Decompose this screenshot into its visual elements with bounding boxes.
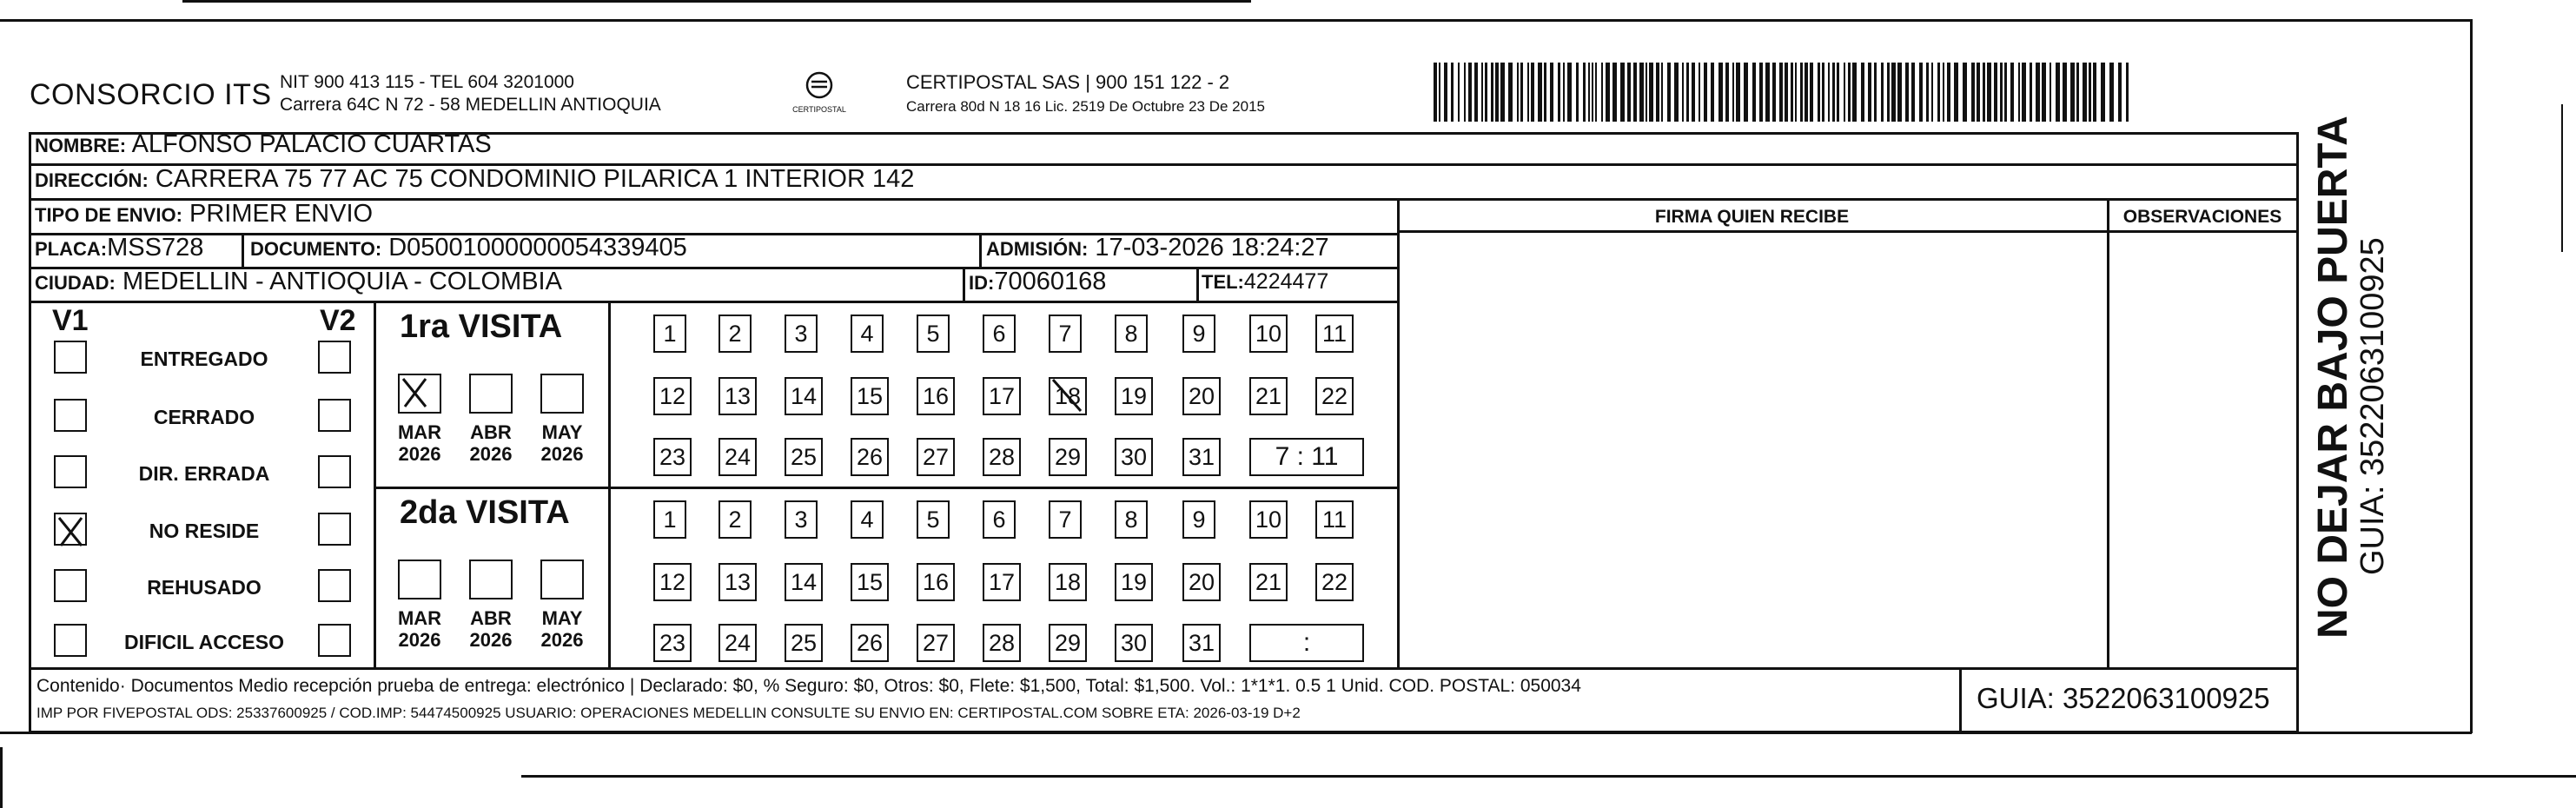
barcode-bar: [1495, 63, 1499, 122]
barcode-bar: [1500, 63, 1505, 122]
status-v1-checkbox[interactable]: [54, 624, 87, 657]
address-row: [35, 165, 914, 194]
barcode-bar: [1785, 63, 1788, 122]
signature-header: FIRMA QUIEN RECIBE: [1654, 207, 1850, 227]
day-box[interactable]: 18: [1049, 377, 1087, 415]
month-checkbox[interactable]: [398, 560, 441, 599]
rule-left: [29, 132, 31, 733]
day-box[interactable]: 31: [1182, 624, 1221, 662]
day-box[interactable]: 2: [718, 315, 752, 353]
day-box[interactable]: 22: [1315, 563, 1354, 601]
month-label: [532, 421, 593, 465]
day-box[interactable]: 25: [785, 624, 823, 662]
side-guide: GUIA: 3522063100925: [2354, 237, 2391, 575]
recipient-name: ALFONSO PALACIO CUARTAS: [131, 130, 492, 158]
barcode-bar: [1627, 63, 1631, 122]
barcode-bar: [1550, 63, 1553, 122]
day-box[interactable]: 6: [983, 500, 1016, 539]
barcode-bar: [1538, 63, 1542, 122]
barcode-bar: [1732, 63, 1734, 122]
day-box[interactable]: 11: [1315, 315, 1354, 353]
day-box[interactable]: 29: [1049, 438, 1087, 476]
name-label: NOMBRE:: [35, 135, 127, 156]
barcode-bar: [1527, 63, 1529, 122]
side-notice: NO DEJAR BAJO PUERTA: [2310, 116, 2356, 639]
barcode-bar: [1567, 63, 1572, 122]
day-box[interactable]: 22: [1315, 377, 1354, 415]
day-box[interactable]: 13: [718, 563, 757, 601]
barcode-bar: [1874, 63, 1877, 122]
barcode-bar: [1606, 63, 1610, 122]
barcode-bar: [2004, 63, 2007, 122]
month-year: 2026: [540, 629, 584, 651]
day-box[interactable]: 28: [983, 624, 1021, 662]
barcode-bar: [1667, 63, 1671, 122]
company-line-2: Carrera 64C N 72 - 58 MEDELLIN ANTIOQUIA: [280, 95, 661, 115]
page-edge-right: [2561, 104, 2563, 252]
barcode-bar: [2089, 63, 2091, 122]
time-box[interactable]: :: [1249, 624, 1364, 662]
admission-value: 17-03-2026 18:24:27: [1095, 234, 1329, 262]
day-box[interactable]: 13: [718, 377, 757, 415]
page-edge-bottom: [521, 775, 2576, 778]
company-line-1: NIT 900 413 115 - TEL 604 3201000: [280, 72, 574, 92]
barcode-bar: [1491, 63, 1493, 122]
day-box[interactable]: 8: [1115, 500, 1148, 539]
barcode-bar: [1558, 63, 1560, 122]
barcode-bar: [1844, 63, 1845, 122]
barcode-bar: [1434, 63, 1437, 122]
barcode-bar: [1601, 63, 1603, 122]
barcode-bar: [1947, 63, 1950, 122]
barcode-bar: [1911, 63, 1915, 122]
barcode-bar: [1612, 63, 1617, 122]
day-box[interactable]: 17: [983, 377, 1021, 415]
outer-border-right: [2470, 19, 2473, 733]
rule-status-visit: [374, 301, 376, 669]
month-year: 2026: [469, 629, 513, 651]
barcode-bar: [1931, 63, 1933, 122]
day-box[interactable]: 18: [1049, 563, 1087, 601]
month-checkbox[interactable]: [540, 374, 584, 414]
barcode-bar: [2076, 63, 2079, 122]
day-box[interactable]: 12: [653, 563, 692, 601]
barcode-bar: [1633, 63, 1637, 122]
month-label: [460, 421, 521, 465]
plate-value: MSS728: [107, 234, 204, 262]
barcode-bar: [2109, 63, 2114, 122]
rule-obs-left: [2107, 198, 2109, 670]
document-label: DOCUMENTO:: [250, 238, 382, 260]
barcode-bar: [1832, 63, 1835, 122]
day-box[interactable]: 14: [785, 377, 823, 415]
day-box[interactable]: 3: [785, 500, 818, 539]
barcode-bar: [1891, 63, 1896, 122]
company-name: CONSORCIO ITS: [30, 78, 272, 111]
document-value: D05001000000054339405: [388, 234, 687, 262]
visit-title: 1ra VISITA: [400, 308, 563, 345]
barcode-bar: [1818, 63, 1820, 122]
month-checkbox[interactable]: [540, 560, 584, 599]
barcode-bar: [1468, 63, 1472, 122]
barcode-bar: [1772, 63, 1776, 122]
barcode-bar: [1943, 63, 1944, 122]
shipping-type-row: [35, 200, 373, 228]
barcode-bar: [1837, 63, 1839, 122]
barcode-bar: [1464, 63, 1466, 122]
day-box[interactable]: 27: [917, 624, 955, 662]
barcode-bar: [2070, 63, 2075, 122]
day-box[interactable]: 5: [917, 315, 950, 353]
barcode-bar: [1563, 63, 1565, 122]
certipostal-logo: [789, 68, 850, 120]
month-name: MAY: [541, 421, 583, 443]
month-label: [532, 607, 593, 651]
day-box[interactable]: 23: [653, 624, 692, 662]
barcode-bar: [1517, 63, 1519, 122]
day-box[interactable]: 19: [1115, 563, 1153, 601]
admission-label: ADMISIÓN:: [986, 238, 1089, 260]
day-box[interactable]: 15: [851, 563, 889, 601]
footer-guide: GUIA: 3522063100925: [1977, 682, 2270, 714]
day-box[interactable]: 1: [653, 315, 686, 353]
status-v1-checkbox[interactable]: [54, 341, 87, 374]
day-box[interactable]: 24: [718, 624, 757, 662]
day-box[interactable]: 5: [917, 500, 950, 539]
day-box[interactable]: 21: [1249, 377, 1288, 415]
barcode-bar: [2022, 63, 2026, 122]
day-box[interactable]: 16: [917, 563, 955, 601]
day-box[interactable]: 7: [1049, 500, 1082, 539]
x-mark-icon: [400, 375, 429, 410]
day-box[interactable]: 7: [1049, 315, 1082, 353]
v2-header: V2: [320, 304, 356, 337]
barcode-bar: [1583, 63, 1586, 122]
day-box[interactable]: 4: [851, 315, 884, 353]
address-label: DIRECCIÓN:: [35, 169, 149, 191]
rule-city: [29, 301, 1397, 303]
barcode-bar: [1544, 63, 1546, 122]
plate-row: [35, 234, 203, 262]
time-box[interactable]: 7 : 11: [1249, 438, 1364, 476]
status-label: CERRADO: [153, 406, 255, 428]
barcode: [1434, 63, 2129, 122]
barcode-bar: [2063, 63, 2067, 122]
barcode-bar: [1711, 63, 1714, 122]
month-year: 2026: [398, 443, 441, 465]
barcode-bar: [2056, 63, 2060, 122]
barcode-bar: [1481, 63, 1483, 122]
rule-sign-left: [1397, 198, 1400, 670]
rule-right: [2296, 132, 2299, 733]
status-v2-checkbox[interactable]: [318, 513, 351, 546]
barcode-bar: [1926, 63, 1929, 122]
day-box[interactable]: 10: [1249, 500, 1288, 539]
day-box[interactable]: 2: [718, 500, 752, 539]
day-box[interactable]: 20: [1182, 377, 1221, 415]
barcode-bar: [2093, 63, 2096, 122]
barcode-bar: [1458, 63, 1460, 122]
barcode-bar: [1897, 63, 1902, 122]
barcode-bar: [1451, 63, 1454, 122]
barcode-bar: [2000, 63, 2003, 122]
day-box[interactable]: 15: [851, 377, 889, 415]
day-box[interactable]: 30: [1115, 624, 1153, 662]
barcode-bar: [1937, 63, 1940, 122]
day-box[interactable]: 27: [917, 438, 955, 476]
barcode-bar: [2050, 63, 2051, 122]
rule-plate-doc: [242, 233, 244, 268]
carrier-line-1: CERTIPOSTAL SAS | 900 151 122 - 2: [906, 71, 1230, 93]
month-label: [460, 607, 521, 651]
page-edge-top: [182, 0, 1251, 3]
barcode-bar: [1718, 63, 1723, 122]
barcode-bar: [1592, 63, 1593, 122]
barcode-bar: [1576, 63, 1579, 122]
barcode-bar: [1686, 63, 1689, 122]
month-name: ABR: [470, 607, 512, 629]
id-row: [969, 268, 1106, 296]
barcode-bar: [1759, 63, 1763, 122]
month-checkbox[interactable]: [469, 560, 513, 599]
barcode-bar: [1983, 63, 1985, 122]
month-year: 2026: [540, 443, 584, 465]
barcode-bar: [1887, 63, 1890, 122]
barcode-bar: [1508, 63, 1513, 122]
status-label: NO RESIDE: [149, 520, 260, 542]
day-box[interactable]: 29: [1049, 624, 1087, 662]
document-row: [250, 234, 687, 262]
plate-label: PLACA:: [35, 238, 108, 260]
barcode-bar: [1485, 63, 1487, 122]
month-checkbox[interactable]: [398, 374, 441, 414]
day-box[interactable]: 9: [1182, 315, 1215, 353]
barcode-bar: [1588, 63, 1590, 122]
day-box[interactable]: 19: [1115, 377, 1153, 415]
rule-sign-header: [1397, 230, 2298, 233]
day-box[interactable]: 4: [851, 500, 884, 539]
barcode-bar: [1699, 63, 1700, 122]
barcode-bar: [1520, 63, 1523, 122]
barcode-bar: [1800, 63, 1803, 122]
barcode-bar: [2030, 63, 2032, 122]
day-box[interactable]: 1: [653, 500, 686, 539]
barcode-bar: [1779, 63, 1783, 122]
barcode-bar: [1868, 63, 1871, 122]
day-box[interactable]: 30: [1115, 438, 1153, 476]
day-box[interactable]: 6: [983, 315, 1016, 353]
tel-row: [1202, 269, 1328, 295]
barcode-bar: [1905, 63, 1909, 122]
barcode-bar: [1971, 63, 1975, 122]
day-box[interactable]: 31: [1182, 438, 1221, 476]
day-box[interactable]: 20: [1182, 563, 1221, 601]
tel-value: 4224477: [1243, 269, 1329, 294]
barcode-bar: [1682, 63, 1684, 122]
city-label: CIUDAD:: [35, 272, 116, 294]
barcode-bar: [1765, 63, 1770, 122]
day-box[interactable]: 21: [1249, 563, 1288, 601]
status-label: DIFICIL ACCESO: [123, 631, 284, 653]
month-name: MAY: [541, 607, 583, 629]
barcode-bar: [1704, 63, 1707, 122]
barcode-bar: [1795, 63, 1797, 122]
status-label: DIR. ERRADA: [138, 462, 270, 485]
barcode-bar: [1744, 63, 1748, 122]
status-v1-checkbox[interactable]: [54, 455, 87, 488]
rule-id-tel: [1196, 267, 1199, 301]
barcode-bar: [1994, 63, 1997, 122]
barcode-bar: [1861, 63, 1864, 122]
day-box[interactable]: 17: [983, 563, 1021, 601]
status-v1-checkbox[interactable]: [54, 399, 87, 432]
barcode-bar: [1828, 63, 1830, 122]
day-box[interactable]: 23: [653, 438, 692, 476]
day-box[interactable]: 28: [983, 438, 1021, 476]
barcode-bar: [2042, 63, 2046, 122]
barcode-bar: [2101, 63, 2105, 122]
barcode-bar: [1595, 63, 1597, 122]
barcode-bar: [1919, 63, 1923, 122]
day-box[interactable]: 25: [785, 438, 823, 476]
barcode-bar: [1692, 63, 1695, 122]
city-value: MEDELLIN - ANTIOQUIA - COLOMBIA: [122, 268, 562, 295]
barcode-bar: [1474, 63, 1478, 122]
rule-visit-split: [374, 487, 1399, 489]
day-box[interactable]: 26: [851, 624, 889, 662]
day-box[interactable]: 11: [1315, 500, 1354, 539]
rule-footer-guide: [1959, 667, 1962, 732]
barcode-bar: [2083, 63, 2087, 122]
status-v2-checkbox[interactable]: [318, 455, 351, 488]
barcode-bar: [1963, 63, 1967, 122]
status-v2-checkbox[interactable]: [318, 399, 351, 432]
status-v2-checkbox[interactable]: [318, 624, 351, 657]
id-label: ID:: [969, 272, 995, 294]
barcode-bar: [1639, 63, 1644, 122]
day-box[interactable]: 24: [718, 438, 757, 476]
day-box[interactable]: 3: [785, 315, 818, 353]
shipping-type-label: TIPO DE ENVIO:: [35, 204, 182, 226]
footer-line-2: IMP POR FIVEPOSTAL ODS: 25337600925 / COD.IMP: 54474500925 USUARIO: OPERACIONES MEDELLIN CONSULTE SU ENVIO EN: CERTIPOSTAL.COM SOBRE ETA: 2026-03-19 D+2: [36, 705, 1301, 721]
month-name: MAR: [397, 607, 442, 629]
status-v2-checkbox[interactable]: [318, 569, 351, 602]
barcode-bar: [2010, 63, 2014, 122]
status-label: REHUSADO: [147, 576, 262, 599]
barcode-bar: [1954, 63, 1958, 122]
month-checkbox[interactable]: [469, 374, 513, 414]
status-v1-checkbox[interactable]: [54, 513, 87, 546]
month-year: 2026: [398, 629, 441, 651]
month-label: [389, 607, 450, 651]
month-name: MAR: [397, 421, 442, 443]
barcode-bar: [1674, 63, 1679, 122]
footer-line-1: Contenido· Documentos Medio recepción prueba de entrega: electrónico | Declarado: $0, % Seguro: $0, Otros: $0, Flete: $1,500, Total: $1,500. Vol.: 1*1*1. 0.5 1 Unid. COD. POSTAL: 050034: [36, 676, 1581, 696]
observations-header: OBSERVACIONES: [2122, 207, 2282, 227]
barcode-bar: [1752, 63, 1756, 122]
day-box[interactable]: 14: [785, 563, 823, 601]
carrier-line-2: Carrera 80d N 18 16 Lic. 2519 De Octubre 23 De 2015: [906, 98, 1265, 115]
barcode-bar: [1805, 63, 1808, 122]
day-box[interactable]: 10: [1249, 315, 1288, 353]
name-row: [35, 130, 492, 159]
x-mark-icon: [56, 514, 85, 549]
tel-label: TEL:: [1202, 271, 1244, 293]
barcode-bar: [1977, 63, 1980, 122]
barcode-bar: [1736, 63, 1740, 122]
rule-month-day: [608, 301, 611, 669]
visit-title: 2da VISITA: [400, 494, 570, 531]
barcode-bar: [1649, 63, 1653, 122]
admission-row: [986, 234, 1329, 262]
shipping-type: PRIMER ENVIO: [189, 200, 374, 228]
status-label: ENTREGADO: [140, 348, 268, 370]
barcode-bar: [1810, 63, 1813, 122]
barcode-bar: [1852, 63, 1857, 122]
rule-doc-adm: [979, 233, 982, 268]
barcode-bar: [2118, 63, 2122, 122]
barcode-bar: [1987, 63, 1991, 122]
day-box[interactable]: 12: [653, 377, 692, 415]
barcode-bar: [1822, 63, 1824, 122]
barcode-bar: [1791, 63, 1793, 122]
month-label: [389, 421, 450, 465]
day-box[interactable]: 9: [1182, 500, 1215, 539]
v1-header: V1: [52, 304, 89, 337]
rule-bottom: [29, 731, 2298, 733]
day-check-mark-icon: [1048, 376, 1086, 414]
city-row: [35, 268, 562, 296]
outer-border-top: [0, 19, 2472, 22]
barcode-bar: [1656, 63, 1659, 122]
page-edge-left: [0, 747, 3, 808]
barcode-bar: [2036, 63, 2040, 122]
barcode-bar: [1848, 63, 1851, 122]
id-value: 70060168: [994, 268, 1107, 295]
barcode-bar: [1881, 63, 1884, 122]
day-box[interactable]: 16: [917, 377, 955, 415]
barcode-bar: [1646, 63, 1647, 122]
month-name: ABR: [470, 421, 512, 443]
barcode-bar: [1661, 63, 1663, 122]
barcode-bar: [1439, 63, 1440, 122]
status-v2-checkbox[interactable]: [318, 341, 351, 374]
status-v1-checkbox[interactable]: [54, 569, 87, 602]
recipient-address: CARRERA 75 77 AC 75 CONDOMINIO PILARICA 1 INTERIOR 142: [155, 165, 915, 193]
rule-city-id: [963, 267, 965, 301]
day-box[interactable]: 8: [1115, 315, 1148, 353]
barcode-bar: [1531, 63, 1534, 122]
barcode-bar: [1725, 63, 1729, 122]
day-box[interactable]: 26: [851, 438, 889, 476]
barcode-bar: [1444, 63, 1447, 122]
barcode-bar: [2126, 63, 2129, 122]
rule-footer: [29, 667, 2298, 670]
month-year: 2026: [469, 443, 513, 465]
barcode-bar: [1620, 63, 1625, 122]
logo-text: CERTIPOSTAL: [792, 105, 846, 114]
barcode-bar: [2018, 63, 2020, 122]
